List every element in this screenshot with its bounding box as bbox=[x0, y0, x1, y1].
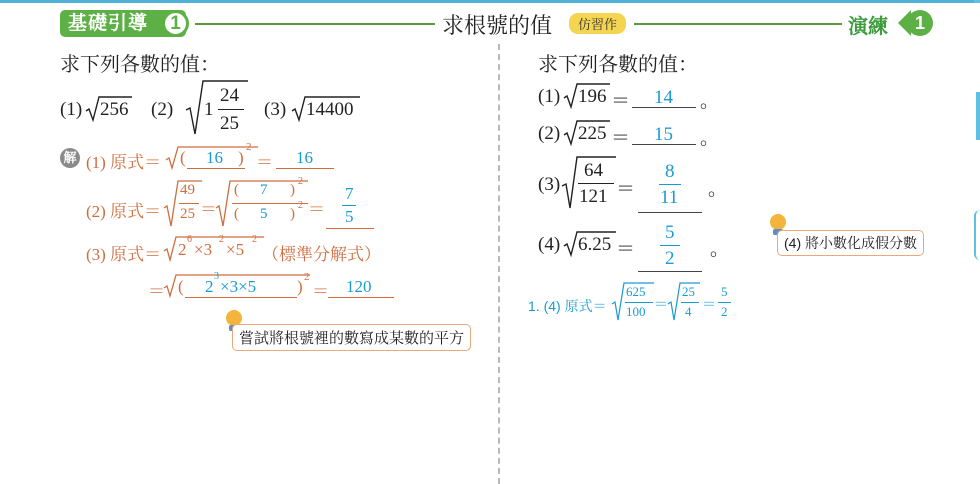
solution-2-paren-open: ( bbox=[234, 182, 239, 198]
solution-2-equals-1: ＝ bbox=[200, 200, 217, 219]
footnote-denominator-3: 2 bbox=[721, 304, 728, 319]
solution-3-factor-5: ×5 bbox=[226, 240, 245, 259]
edge-bar bbox=[974, 0, 980, 3]
edge-tab bbox=[974, 210, 980, 260]
practice-tag: 仿習作 bbox=[569, 13, 626, 34]
answer-blank bbox=[185, 297, 297, 298]
question-4-label: (4) bbox=[538, 234, 561, 255]
solution-1-inner: 16 bbox=[206, 148, 223, 167]
footnote-numerator-1: 625 bbox=[626, 284, 646, 299]
hint-box: (4) 將小數化成假分數 bbox=[777, 230, 924, 256]
answer-blank bbox=[638, 212, 702, 213]
solution-3b-exponent: 2 bbox=[304, 271, 310, 283]
solution-1-answer: 16 bbox=[296, 148, 313, 167]
question-1-radicand: 196 bbox=[578, 86, 607, 107]
solution-3b-inner-base: 2 bbox=[205, 277, 214, 296]
fraction-line bbox=[681, 302, 699, 303]
top-border bbox=[0, 0, 980, 3]
solution-badge: 解 bbox=[60, 148, 80, 168]
fraction-line bbox=[342, 205, 356, 206]
answer-blank bbox=[187, 168, 245, 169]
question-2-radicand: 225 bbox=[578, 123, 607, 144]
solution-3-exponent: 6 bbox=[187, 234, 192, 245]
question-3-answer-numerator: 8 bbox=[665, 161, 675, 182]
section-number-badge: 1 bbox=[162, 10, 189, 37]
solution-3b-equals: ＝ bbox=[148, 282, 165, 301]
solution-2-equals-2: ＝ bbox=[308, 200, 325, 219]
solution-3b-inner-exponent: 3 bbox=[214, 271, 219, 282]
practice-number-badge: 1 bbox=[907, 10, 933, 36]
problem-2-label: (2) bbox=[151, 99, 174, 120]
solution-3-exponent: 2 bbox=[219, 234, 224, 245]
problem-3-radicand: 14400 bbox=[306, 99, 354, 120]
fraction-line bbox=[578, 183, 614, 184]
footnote-equals-1: ＝ bbox=[654, 298, 668, 313]
answer-blank bbox=[276, 168, 334, 169]
answer-blank bbox=[328, 297, 394, 298]
question-1-equals: ＝ bbox=[611, 91, 631, 112]
solution-3-note: （標準分解式） bbox=[262, 245, 381, 264]
question-1-period: 。 bbox=[700, 91, 720, 112]
column-divider bbox=[498, 44, 500, 484]
problem-2-numerator: 24 bbox=[220, 85, 239, 106]
fraction-line bbox=[218, 109, 244, 110]
solution-2-paren-open: ( bbox=[234, 206, 239, 222]
answer-blank bbox=[632, 144, 696, 145]
answer-blank bbox=[326, 228, 374, 229]
question-3-denominator: 121 bbox=[579, 186, 608, 207]
question-2-equals: ＝ bbox=[611, 128, 631, 149]
fraction-line bbox=[232, 203, 308, 204]
solution-2-denominator: 25 bbox=[180, 206, 195, 222]
problem-1-label: (1) bbox=[60, 99, 83, 120]
solution-2-answer-numerator: 7 bbox=[345, 184, 354, 203]
solution-1-paren-close: ) bbox=[238, 148, 244, 167]
practice-label: 演練 bbox=[848, 16, 888, 38]
fraction-line bbox=[179, 203, 199, 204]
lightbulb-icon bbox=[770, 214, 786, 230]
question-3-period: 。 bbox=[708, 179, 728, 200]
question-2-label: (2) bbox=[538, 123, 561, 144]
section-badge: 基礎引導 bbox=[60, 10, 186, 37]
fraction-line bbox=[659, 184, 681, 185]
footnote-equals-2: ＝ bbox=[702, 298, 716, 313]
page-title: 求根號的值 bbox=[442, 13, 553, 38]
solution-1-exponent: 2 bbox=[246, 141, 252, 153]
question-4-answer-numerator: 5 bbox=[665, 222, 675, 243]
solution-3-factor-3: ×3 bbox=[194, 240, 213, 259]
fraction-line bbox=[718, 302, 731, 303]
solution-1-equals: ＝ bbox=[256, 153, 273, 172]
fraction-line bbox=[660, 245, 680, 246]
question-3-numerator: 64 bbox=[584, 160, 603, 181]
left-instruction: 求下列各數的值： bbox=[60, 54, 220, 76]
solution-3b-paren-open: ( bbox=[178, 277, 184, 296]
footnote-denominator-1: 100 bbox=[626, 304, 646, 319]
answer-blank bbox=[638, 271, 702, 272]
problem-2-denominator: 25 bbox=[220, 113, 239, 134]
problem-1-radicand: 256 bbox=[100, 99, 129, 120]
header-rule-left bbox=[195, 23, 435, 25]
question-4-equals: ＝ bbox=[616, 239, 636, 260]
question-4-radicand: 6.25 bbox=[578, 234, 612, 255]
question-1-label: (1) bbox=[538, 86, 561, 107]
solution-3b-inner-factors: ×3×5 bbox=[220, 277, 257, 296]
question-3-answer-denominator: 11 bbox=[660, 187, 679, 208]
question-3-equals: ＝ bbox=[616, 179, 636, 200]
answer-blank bbox=[632, 107, 696, 108]
question-2-period: 。 bbox=[700, 128, 720, 149]
solution-3-exponent: 2 bbox=[252, 234, 257, 245]
question-1-answer: 14 bbox=[654, 87, 673, 108]
edge-bar bbox=[976, 92, 980, 140]
solution-3b-equals-2: ＝ bbox=[312, 282, 329, 301]
solution-3b-answer: 120 bbox=[346, 277, 372, 296]
footnote-numerator-2: 25 bbox=[682, 284, 695, 299]
question-4-period: 。 bbox=[710, 239, 730, 260]
solution-2-exponent: 2 bbox=[298, 200, 303, 211]
solution-2-paren-close: ) bbox=[290, 182, 295, 198]
solution-2-label: (2) 原式＝ bbox=[86, 202, 162, 221]
hint-box: 嘗試將根號裡的數寫成某數的平方 bbox=[232, 324, 471, 351]
solution-3-label: (3) 原式＝ bbox=[86, 245, 162, 264]
solution-3b-paren-close: ) bbox=[297, 277, 303, 296]
fraction-line bbox=[625, 302, 653, 303]
right-instruction: 求下列各數的值： bbox=[538, 54, 698, 76]
solution-1-label: (1) 原式＝ bbox=[86, 153, 162, 172]
solution-3-base: 2 bbox=[178, 240, 187, 259]
problem-2-whole: 1 bbox=[204, 99, 214, 120]
solution-2-inner-numerator: 7 bbox=[260, 182, 268, 198]
problem-3-label: (3) bbox=[264, 99, 287, 120]
solution-2-inner-denominator: 5 bbox=[260, 206, 268, 222]
question-2-answer: 15 bbox=[654, 124, 673, 145]
question-3-label: (3) bbox=[538, 174, 561, 195]
solution-2-answer-denominator: 5 bbox=[345, 207, 354, 226]
solution-2-numerator: 49 bbox=[180, 182, 195, 198]
solution-2-paren-close: ) bbox=[290, 206, 295, 222]
footnote-numerator-3: 5 bbox=[721, 284, 728, 299]
footnote-denominator-2: 4 bbox=[685, 304, 692, 319]
footnote-label: 1. (4) 原式＝ bbox=[528, 298, 607, 314]
solution-2-exponent: 2 bbox=[298, 176, 303, 187]
question-4-answer-denominator: 2 bbox=[665, 248, 675, 269]
solution-1-paren-open: ( bbox=[180, 148, 186, 167]
header-rule-right bbox=[634, 23, 842, 25]
